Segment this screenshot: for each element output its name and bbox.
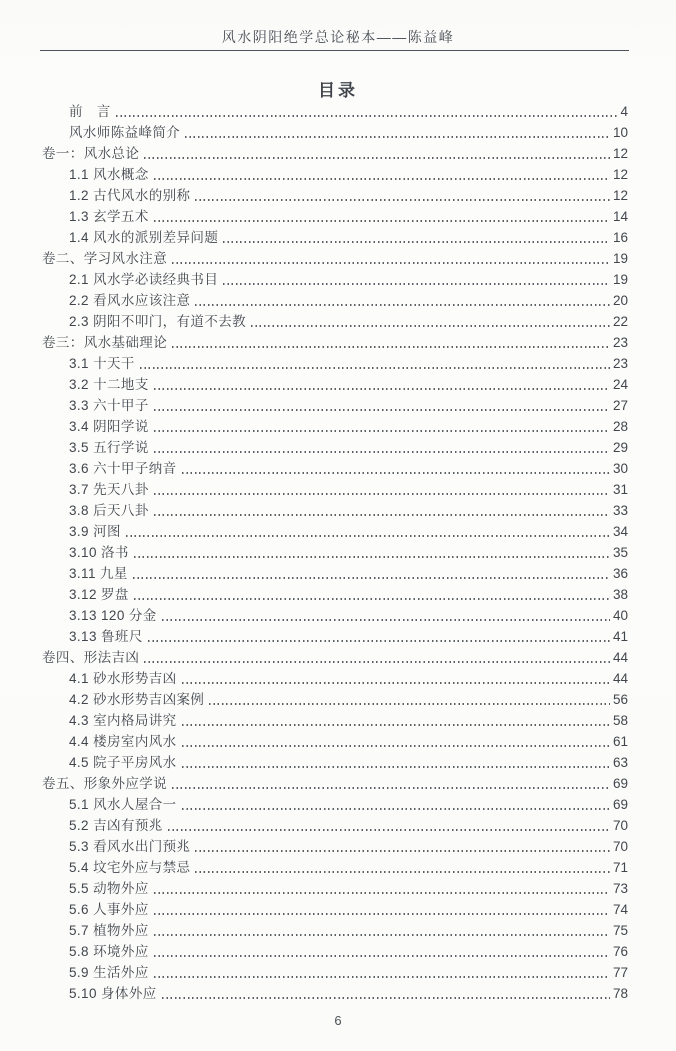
toc-entry-label: 5.10 身体外应 (69, 986, 157, 1001)
toc-entry-page: 78 (612, 986, 628, 1001)
toc-entry (42, 562, 628, 583)
toc-entry (42, 646, 628, 667)
toc-entry (42, 163, 628, 184)
toc-entry (42, 814, 628, 835)
toc-entry-page: 69 (612, 776, 628, 791)
toc-entry-page: 40 (612, 608, 628, 623)
toc-entry-page: 70 (612, 839, 628, 854)
toc-entry-label: 3.10 洛书 (69, 545, 129, 560)
toc-dot-leader (154, 178, 610, 180)
toc-entry-label: 3.5 五行学说 (69, 440, 149, 455)
toc-dot-leader (134, 556, 610, 558)
toc-entry-page: 20 (612, 293, 628, 308)
toc-entry-label: 4.4 楼房室内风水 (69, 734, 177, 749)
toc-entry (42, 226, 628, 247)
toc-entry (42, 478, 628, 499)
toc-entry (42, 436, 628, 457)
toc-entry-label: 卷二、学习风水注意 (42, 251, 168, 266)
toc-entry-label: 5.1 风水人屋合一 (69, 797, 177, 812)
toc-entry-label: 1.3 玄学五术 (69, 209, 149, 224)
toc-dot-leader (154, 913, 610, 915)
toc-dot-leader (144, 661, 610, 663)
toc-entry-page: 12 (612, 146, 628, 161)
toc-entry (42, 730, 628, 751)
toc-dot-leader (154, 388, 610, 390)
toc-entry (42, 793, 628, 814)
toc-dot-leader (162, 997, 610, 999)
toc-entry-page: 38 (612, 587, 628, 602)
toc-entry (42, 583, 628, 604)
toc-entry-label: 3.2 十二地支 (69, 377, 149, 392)
toc-entry-page: 24 (612, 377, 628, 392)
toc-entry-label: 5.8 环境外应 (69, 944, 149, 959)
toc-entry-label: 1.1 风水概念 (69, 167, 149, 182)
toc-entry (42, 289, 628, 310)
toc-dot-leader (154, 430, 610, 432)
toc-entry (42, 394, 628, 415)
toc-entry-label: 3.4 阴阳学说 (69, 419, 149, 434)
toc-entry-page: 12 (612, 188, 628, 203)
toc-entry (42, 982, 628, 1003)
toc-dot-leader (140, 367, 610, 369)
toc-entry-label: 前 言 (69, 104, 111, 119)
toc-entry-label: 4.5 院子平房风水 (69, 755, 177, 770)
toc-entry-page: 4 (620, 104, 628, 119)
toc-entry (42, 835, 628, 856)
toc-dot-leader (172, 346, 610, 348)
toc-entry-page: 16 (612, 230, 628, 245)
toc-dot-leader (251, 325, 610, 327)
toc-dot-leader (154, 514, 610, 516)
toc-entry-page: 31 (612, 482, 628, 497)
toc-entry-page: 22 (612, 314, 628, 329)
toc-dot-leader (134, 598, 610, 600)
toc-entry-page: 63 (612, 755, 628, 770)
toc-entry-label: 3.9 河图 (69, 524, 121, 539)
toc-entry-label: 3.13 120 分金 (69, 608, 157, 623)
toc-entry (42, 331, 628, 352)
toc-dot-leader (126, 535, 610, 537)
toc-entry (42, 961, 628, 982)
toc-entry-page: 44 (612, 650, 628, 665)
toc-entry (42, 247, 628, 268)
toc-dot-leader (162, 619, 610, 621)
running-header-title: 风水阴阳绝学总论秘本——陈益峰 (221, 29, 455, 45)
toc-entry-label: 卷五、形象外应学说 (42, 776, 168, 791)
toc-entry-page: 73 (612, 881, 628, 896)
toc-entry (42, 604, 628, 625)
toc-entry (42, 121, 628, 142)
toc-entry-label: 4.2 砂水形势吉凶案例 (69, 692, 205, 707)
toc-dot-leader (182, 472, 610, 474)
toc-entry-label: 1.4 风水的派别差异问题 (69, 230, 219, 245)
toc-dot-leader (133, 577, 610, 579)
toc-entry (42, 709, 628, 730)
toc-entry-page: 56 (612, 692, 628, 707)
toc-dot-leader (209, 703, 610, 705)
toc-dot-leader (185, 136, 610, 138)
toc-entry (42, 184, 628, 205)
toc-entry (42, 520, 628, 541)
toc-entry-label: 3.1 十天干 (69, 356, 135, 371)
toc-entry (42, 415, 628, 436)
toc-entry-page: 30 (612, 461, 628, 476)
toc-entry-label: 卷三：风水基础理论 (42, 335, 168, 350)
toc-entry-page: 14 (612, 209, 628, 224)
toc-dot-leader (154, 955, 610, 957)
toc-dot-leader (148, 640, 610, 642)
toc-entry-page: 27 (612, 398, 628, 413)
toc-dot-leader (154, 409, 610, 411)
toc-entry-page: 58 (612, 713, 628, 728)
toc-dot-leader (223, 283, 610, 285)
toc-dot-leader (182, 682, 610, 684)
toc-dot-leader (195, 850, 610, 852)
toc-entry (42, 352, 628, 373)
toc-entry-page: 19 (612, 272, 628, 287)
toc-entry-page: 76 (612, 944, 628, 959)
footer-page-number: 6 (334, 1013, 342, 1028)
toc-entry-page: 23 (612, 356, 628, 371)
toc-dot-leader (154, 220, 610, 222)
toc-entry (42, 205, 628, 226)
toc-heading: 目录 (318, 81, 358, 100)
toc-entry-label: 卷一：风水总论 (42, 146, 140, 161)
toc-dot-leader (154, 934, 610, 936)
toc-entry-label: 5.2 吉凶有预兆 (69, 818, 163, 833)
toc-entry-page: 28 (612, 419, 628, 434)
toc-dot-leader (182, 766, 610, 768)
toc-entry-page: 75 (612, 923, 628, 938)
toc-entry-page: 12 (612, 167, 628, 182)
toc-entry-label: 3.8 后天八卦 (69, 503, 149, 518)
toc-entry-label: 5.9 生活外应 (69, 965, 149, 980)
toc-entry-page: 35 (612, 545, 628, 560)
toc-entry-page: 19 (612, 251, 628, 266)
toc-entry (42, 940, 628, 961)
toc-entry-label: 3.11 九星 (69, 566, 128, 581)
header-divider (40, 50, 629, 51)
toc-entry (42, 373, 628, 394)
toc-dot-leader (154, 976, 610, 978)
toc-entry (42, 142, 628, 163)
toc-dot-leader (154, 892, 610, 894)
toc-entry (42, 877, 628, 898)
toc-dot-leader (195, 304, 610, 306)
toc-entry (42, 625, 628, 646)
toc-entry-label: 2.1 风水学必读经典书目 (69, 272, 219, 287)
toc-entry-label: 5.7 植物外应 (69, 923, 149, 938)
toc-entry-page: 74 (612, 902, 628, 917)
toc-entry-label: 4.1 砂水形势吉凶 (69, 671, 177, 686)
toc-dot-leader (182, 808, 610, 810)
toc-dot-leader (116, 115, 618, 117)
toc-list (42, 100, 628, 1003)
toc-dot-leader (195, 871, 610, 873)
toc-dot-leader (182, 724, 610, 726)
toc-entry-page: 33 (612, 503, 628, 518)
toc-entry (42, 667, 628, 688)
toc-entry-page: 69 (612, 797, 628, 812)
toc-entry-page: 61 (612, 734, 628, 749)
toc-entry (42, 310, 628, 331)
toc-entry-page: 70 (612, 818, 628, 833)
toc-entry-label: 3.3 六十甲子 (69, 398, 149, 413)
toc-dot-leader (182, 745, 610, 747)
toc-entry (42, 457, 628, 478)
toc-entry-page: 29 (612, 440, 628, 455)
toc-dot-leader (172, 787, 610, 789)
toc-entry-label: 5.4 坟宅外应与禁忌 (69, 860, 191, 875)
toc-dot-leader (144, 157, 610, 159)
toc-entry-label: 5.6 人事外应 (69, 902, 149, 917)
toc-entry-page: 34 (612, 524, 628, 539)
toc-entry (42, 856, 628, 877)
toc-entry-label: 4.3 室内格局讲究 (69, 713, 177, 728)
toc-entry (42, 919, 628, 940)
toc-entry (42, 898, 628, 919)
toc-dot-leader (195, 199, 610, 201)
toc-entry-label: 5.5 动物外应 (69, 881, 149, 896)
toc-dot-leader (154, 493, 610, 495)
toc-entry-label: 3.6 六十甲子纳音 (69, 461, 177, 476)
toc-dot-leader (223, 241, 610, 243)
toc-entry-label: 1.2 古代风水的别称 (69, 188, 191, 203)
toc-entry-page: 77 (612, 965, 628, 980)
toc-entry-label: 2.2 看风水应该注意 (69, 293, 191, 308)
toc-entry-page: 41 (612, 629, 628, 644)
toc-entry (42, 499, 628, 520)
toc-entry (42, 772, 628, 793)
toc-entry-label: 3.13 鲁班尺 (69, 629, 143, 644)
toc-dot-leader (172, 262, 610, 264)
toc-entry-page: 71 (612, 860, 628, 875)
toc-entry-page: 36 (612, 566, 628, 581)
toc-entry-page: 44 (612, 671, 628, 686)
toc-entry-label: 5.3 看风水出门预兆 (69, 839, 191, 854)
toc-dot-leader (154, 451, 610, 453)
toc-entry-label: 卷四、形法吉凶 (42, 650, 140, 665)
toc-entry-label: 3.12 罗盘 (69, 587, 129, 602)
toc-entry-label: 2.3 阴阳不叩门，有道不去教 (69, 314, 247, 329)
toc-entry (42, 268, 628, 289)
toc-entry (42, 688, 628, 709)
toc-entry (42, 541, 628, 562)
toc-entry-page: 23 (612, 335, 628, 350)
toc-entry-label: 风水师陈益峰简介 (69, 125, 181, 140)
toc-entry-label: 3.7 先天八卦 (69, 482, 149, 497)
toc-entry (42, 100, 628, 121)
toc-entry (42, 751, 628, 772)
toc-entry-page: 10 (612, 125, 628, 140)
toc-dot-leader (168, 829, 610, 831)
